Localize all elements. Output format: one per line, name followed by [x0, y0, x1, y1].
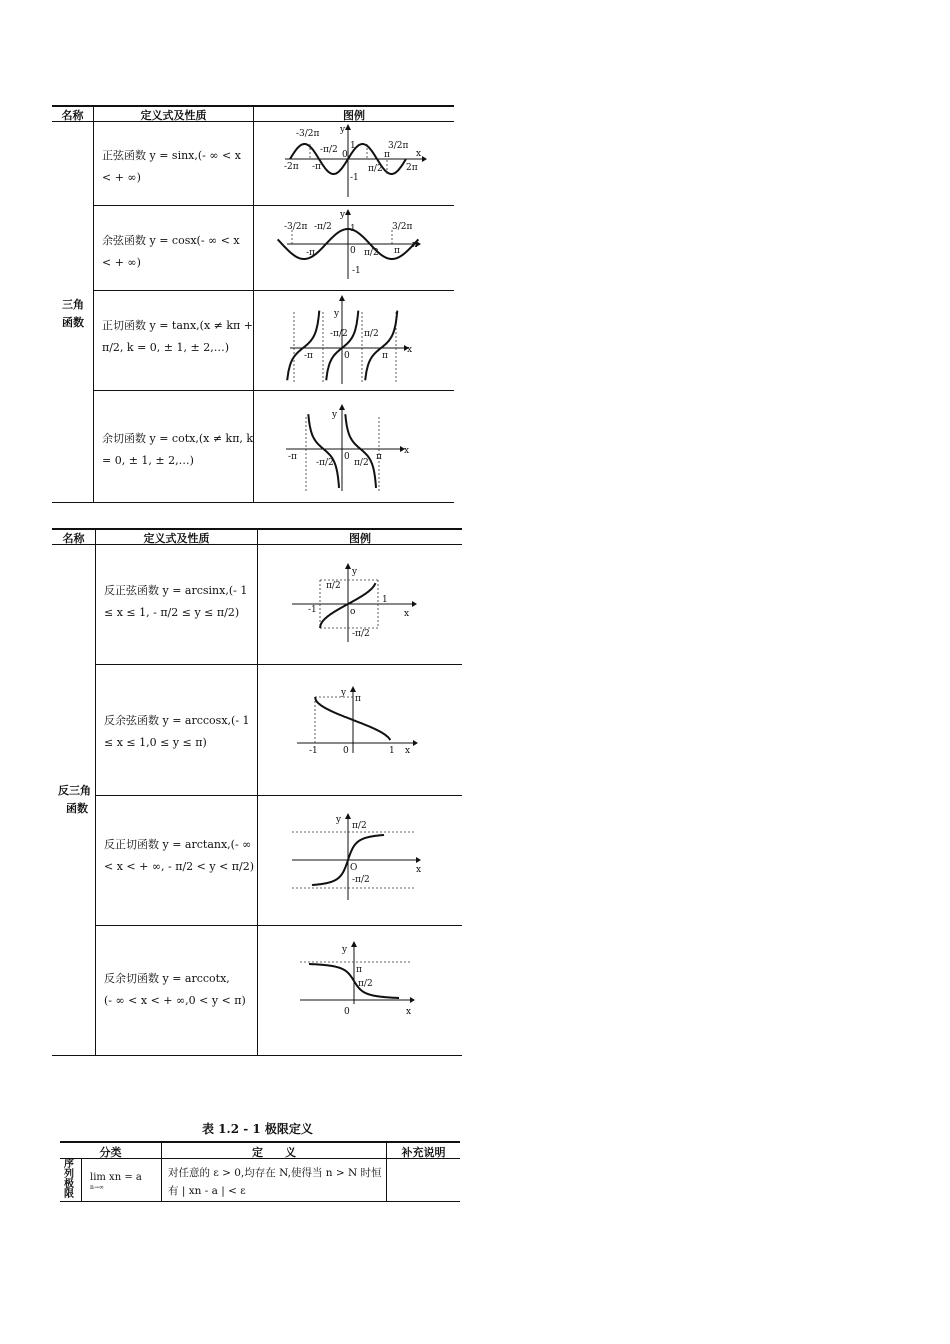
table-caption: 表 1.2 - 1 极限定义 — [202, 1122, 313, 1136]
cos-tick-pi: π — [394, 246, 400, 256]
definition-line: ≤ x ≤ 1,0 ≤ y ≤ π) — [104, 736, 207, 749]
rule — [60, 1141, 460, 1143]
tan-origin: 0 — [344, 351, 350, 361]
rule — [52, 502, 454, 503]
arcsin-tick-neg-pi-2: -π/2 — [352, 629, 370, 639]
category-label — [62, 296, 84, 332]
definition-line: 有 | xn - a | < ε — [168, 1185, 246, 1197]
arccos-graph — [295, 685, 430, 757]
limit-formula-subscript: n→∞ — [90, 1184, 104, 1191]
header-category: 分类 — [99, 1146, 122, 1159]
definition-line: < + ∞) — [102, 256, 141, 269]
rule — [96, 795, 462, 796]
definition-line: 对任意的 ε > 0,均存在 N,使得当 n > N 时恒 — [168, 1167, 382, 1179]
rule — [96, 664, 462, 665]
cos-tick-neg-3-2pi: -3/2π — [284, 222, 308, 232]
definition-line: < x < + ∞, - π/2 < y < π/2) — [104, 860, 255, 873]
category-char: 序 — [64, 1159, 74, 1170]
definition-line: 余弦函数 y = cosx(- ∞ < x — [102, 234, 240, 247]
rule — [93, 106, 94, 502]
arctan-tick-neg-pi-2: -π/2 — [352, 875, 370, 885]
definition-arccos — [104, 710, 250, 754]
definition-arctan — [104, 834, 254, 878]
definition-line: ≤ x ≤ 1, - π/2 ≤ y ≤ π/2) — [104, 606, 240, 619]
arccos-origin: 0 — [343, 746, 349, 756]
arcsin-axis-y: y — [352, 567, 358, 577]
tan-tick-neg-pi: -π — [304, 351, 313, 361]
arccot-origin: 0 — [344, 1007, 350, 1017]
sin-tick-neg-3-2pi: -3/2π — [296, 129, 320, 139]
sequence-limit-label — [64, 1160, 74, 1200]
arccot-tick-pi-2: π/2 — [358, 979, 373, 989]
sin-tick-neg-pi-2: -π/2 — [320, 145, 338, 155]
definition-line: 反余切函数 y = arccotx, — [104, 972, 230, 985]
sin-tick-pi-2: π/2 — [368, 164, 383, 174]
cos-axis-x: x — [412, 240, 418, 250]
rule — [94, 390, 454, 391]
cos-origin: 0 — [350, 246, 356, 256]
sin-axis-x: x — [416, 149, 422, 159]
sin-tick-3-2pi: 3/2π — [388, 141, 409, 151]
definition-line: 正弦函数 y = sinx,(- ∞ < x — [102, 149, 241, 162]
category-label — [58, 782, 91, 818]
cos-tick-1: 1 — [350, 224, 356, 234]
definition-line: 反正切函数 y = arctanx,(- ∞ — [104, 838, 252, 851]
header-note: 补充说明 — [401, 1146, 446, 1159]
arctan-origin: O — [350, 863, 358, 873]
definition-tan — [102, 315, 253, 359]
sin-tick-1: 1 — [350, 141, 356, 151]
tan-axis-x: x — [407, 345, 413, 355]
cot-tick-pi: π — [376, 452, 382, 462]
rule — [81, 1159, 82, 1201]
definition-arcsin — [104, 580, 247, 624]
sin-tick-pi: π — [384, 150, 390, 160]
definition-line: = 0, ± 1, ± 2,…) — [102, 454, 194, 467]
definition-line: (- ∞ < x < + ∞,0 < y < π) — [104, 994, 246, 1007]
rule — [52, 1055, 462, 1056]
limit-formula: lim xn = a — [90, 1172, 142, 1183]
cos-tick-neg-1: -1 — [352, 266, 361, 276]
arccot-axis-x: x — [406, 1007, 412, 1017]
sine-graph — [280, 122, 430, 202]
definition-line: 反正弦函数 y = arcsinx,(- 1 — [104, 584, 248, 597]
category-char: 限 — [64, 1189, 74, 1200]
limit-definition — [168, 1164, 382, 1200]
tangent-graph — [286, 294, 416, 386]
arcsin-tick-1: 1 — [382, 595, 388, 605]
tan-tick-pi-2: π/2 — [364, 329, 379, 339]
arctan-tick-pi-2: π/2 — [352, 821, 367, 831]
cos-tick-3-2pi: 3/2π — [392, 222, 413, 232]
category-line: 三角 — [62, 298, 84, 311]
header-figure: 图例 — [349, 532, 371, 545]
sin-tick-neg-1: -1 — [350, 173, 359, 183]
header-name: 名称 — [61, 109, 84, 122]
rule — [257, 529, 258, 1055]
definition-sin — [102, 145, 241, 189]
arccot-axis-y: y — [342, 945, 348, 955]
arctan-axis-y: y — [336, 815, 342, 825]
definition-line: < + ∞) — [102, 171, 141, 184]
rule — [94, 290, 454, 291]
sin-tick-neg-2pi: -2π — [284, 162, 299, 172]
header-definition: 定义式及性质 — [143, 532, 210, 545]
tan-tick-neg-pi-2: -π/2 — [330, 329, 348, 339]
arcsin-graph — [290, 562, 430, 644]
sin-axis-y: y — [340, 125, 346, 135]
definition-cot — [102, 428, 253, 472]
tan-axis-y: y — [334, 309, 340, 319]
arctan-axis-x: x — [416, 865, 422, 875]
definition-line: 正切函数 y = tanx,(x ≠ kπ + — [102, 319, 253, 332]
arccot-tick-pi: π — [356, 965, 362, 975]
cot-tick-pi-2: π/2 — [354, 458, 369, 468]
header-name: 名称 — [62, 532, 85, 545]
cot-origin: 0 — [344, 452, 350, 462]
tan-tick-pi: π — [382, 351, 388, 361]
arcsin-tick-neg-1: -1 — [308, 605, 317, 615]
sin-tick-neg-pi: -π — [312, 162, 321, 172]
cos-axis-y: y — [340, 210, 346, 220]
cos-tick-pi-2: π/2 — [364, 248, 379, 258]
category-char: 列 — [64, 1169, 74, 1180]
rule — [94, 205, 454, 206]
arccos-axis-y: y — [341, 688, 347, 698]
header-definition: 定 义 — [252, 1146, 296, 1159]
arctan-graph — [290, 812, 430, 902]
rule — [95, 529, 96, 1055]
category-char: 极 — [64, 1179, 74, 1190]
sin-tick-2pi: 2π — [406, 163, 418, 173]
category-line: 函数 — [62, 316, 84, 329]
arccos-tick-pi: π — [355, 694, 361, 704]
category-line: 函数 — [66, 802, 88, 815]
definition-line: π/2, k = 0, ± 1, ± 2,…) — [102, 341, 229, 354]
header-figure: 图例 — [343, 109, 365, 122]
sin-origin: 0 — [342, 150, 348, 160]
cos-tick-neg-pi-2: -π/2 — [314, 222, 332, 232]
arccot-graph — [298, 940, 428, 1020]
definition-line: 反余弦函数 y = arccosx,(- 1 — [104, 714, 250, 727]
definition-arccot — [104, 968, 246, 1012]
rule — [60, 1201, 460, 1202]
header-definition: 定义式及性质 — [140, 109, 207, 122]
arccos-tick-neg-1: -1 — [309, 746, 318, 756]
rule — [96, 925, 462, 926]
cot-tick-neg-pi: -π — [288, 452, 297, 462]
category-line: 反三角 — [58, 784, 91, 797]
arccos-axis-x: x — [405, 746, 411, 756]
cos-tick-neg-pi: -π — [306, 248, 315, 258]
definition-line: 余切函数 y = cotx,(x ≠ kπ, k — [102, 432, 254, 445]
rule — [253, 106, 254, 502]
arcsin-axis-x: x — [404, 609, 410, 619]
arccos-tick-1: 1 — [389, 746, 395, 756]
arcsin-origin: o — [350, 607, 356, 617]
cotangent-graph — [284, 403, 414, 493]
cot-axis-x: x — [404, 446, 410, 456]
cosine-graph — [282, 207, 432, 285]
definition-cos — [102, 230, 240, 274]
cot-tick-neg-pi-2: -π/2 — [316, 458, 334, 468]
arcsin-tick-pi-2: π/2 — [326, 581, 341, 591]
cot-axis-y: y — [332, 410, 338, 420]
